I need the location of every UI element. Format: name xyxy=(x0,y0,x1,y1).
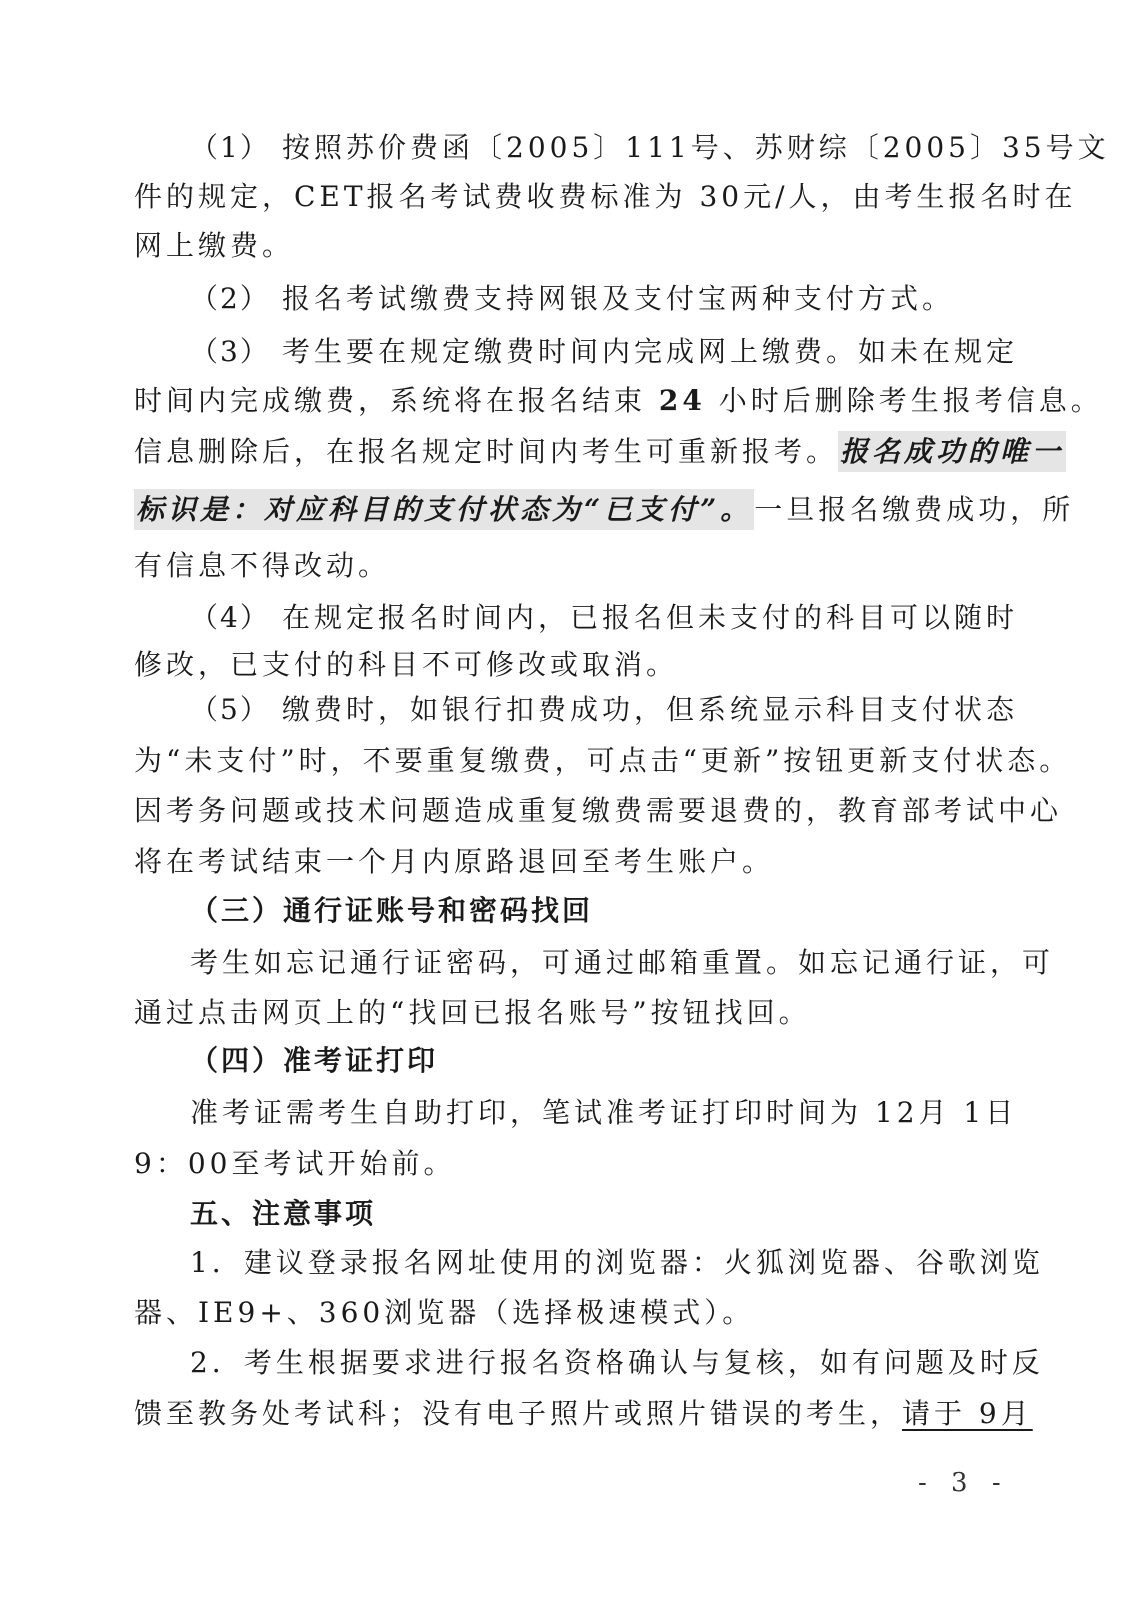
para-5-line-4: 将在考试结束一个月内原路退回至考生账户。 xyxy=(134,845,775,878)
item-2-line-2 xyxy=(134,1394,1033,1434)
para-4-line-2: 修改，已支付的科目不可修改或取消。 xyxy=(134,648,679,681)
section-3-line-1: 考生如忘记通行证密码，可通过邮箱重置。如忘记通行证，可 xyxy=(190,946,1055,979)
item-2-line-1: 2．考生根据要求进行报名资格确认与复核，如有问题及时反 xyxy=(190,1346,1044,1379)
para-4-number: （4） xyxy=(190,601,270,634)
para-5-number: （5） xyxy=(190,693,270,726)
section-4-line-1: 准考证需考生自助打印，笔试准考证打印时间为 12月 1日 xyxy=(190,1096,1018,1129)
para-3-line-5: 有信息不得改动。 xyxy=(134,549,391,582)
para-3-line-4-plain: 一旦报名缴费成功，所 xyxy=(754,493,1075,526)
para-3-line-2-b: 小时后删除考生报考信息。 xyxy=(705,384,1103,417)
para-2-line-1 xyxy=(190,279,1014,319)
item-2-line-2-plain: 馈至教务处考试科；没有电子照片或照片错误的考生， xyxy=(134,1397,903,1430)
section-5-heading: 五、注意事项 xyxy=(190,1197,377,1230)
para-5-line-2: 为“未支付”时，不要重复缴费，可点击“更新”按钮更新支付状态。 xyxy=(134,744,1072,777)
section-3-line-2: 通过点击网页上的“找回已报名账号”按钮找回。 xyxy=(134,996,811,1029)
para-4-text: 在规定报名时间内，已报名但未支付的科目可以随时 xyxy=(282,601,1019,634)
hours-value: 24 xyxy=(658,384,706,417)
section-4-line-2: 9：00至考试开始前。 xyxy=(134,1147,456,1180)
para-3-line-3 xyxy=(134,432,1065,472)
para-2-text: 报名考试缴费支持网银及支付宝两种支付方式。 xyxy=(282,282,955,315)
para-3-line-1 xyxy=(190,332,1019,372)
item-1-line-1: 1．建议登录报名网址使用的浏览器：火狐浏览器、谷歌浏览 xyxy=(190,1246,1044,1279)
para-3-line-2-a: 时间内完成缴费，系统将在报名结束 xyxy=(134,384,659,417)
para-5-text: 缴费时，如银行扣费成功，但系统显示科目支付状态 xyxy=(282,693,1019,726)
para-1-number: （1） xyxy=(190,131,270,164)
para-3-text: 考生要在规定缴费时间内完成网上缴费。如未在规定 xyxy=(282,335,1019,368)
section-4-heading: （四）准考证打印 xyxy=(190,1044,439,1077)
para-1-text: 按照苏价费函〔2005〕111号、苏财综〔2005〕35号文 xyxy=(282,131,1110,164)
item-2-deadline-underlined: 请于 9月 xyxy=(902,1397,1033,1430)
para-3-line-3-plain: 信息删除后，在报名规定时间内考生可重新报考。 xyxy=(134,435,839,468)
para-1-line-3: 网上缴费。 xyxy=(134,229,295,262)
section-3-heading: （三）通行证账号和密码找回 xyxy=(190,894,594,927)
para-5-line-3: 因考务问题或技术问题造成重复缴费需要退费的，教育部考试中心 xyxy=(134,794,1063,827)
highlight-success-mark-2: 标识是：对应科目的支付状态为“已支付”。 xyxy=(134,489,754,530)
highlight-success-mark-1: 报名成功的唯一 xyxy=(838,431,1066,472)
para-1-line-1 xyxy=(190,128,1110,168)
para-3-line-4 xyxy=(134,490,1075,530)
page-number: - 3 - xyxy=(918,1468,1009,1498)
para-3-number: （3） xyxy=(190,335,270,368)
para-1-line-2: 件的规定，CET报名考试费收费标准为 30元/人，由考生报名时在 xyxy=(134,180,1077,213)
para-4-line-1 xyxy=(190,598,1019,638)
para-3-line-2 xyxy=(134,381,1103,421)
item-1-line-2: 器、IE9+、360浏览器（选择极速模式）。 xyxy=(134,1296,755,1329)
para-5-line-1 xyxy=(190,690,1019,730)
para-2-number: （2） xyxy=(190,282,270,315)
